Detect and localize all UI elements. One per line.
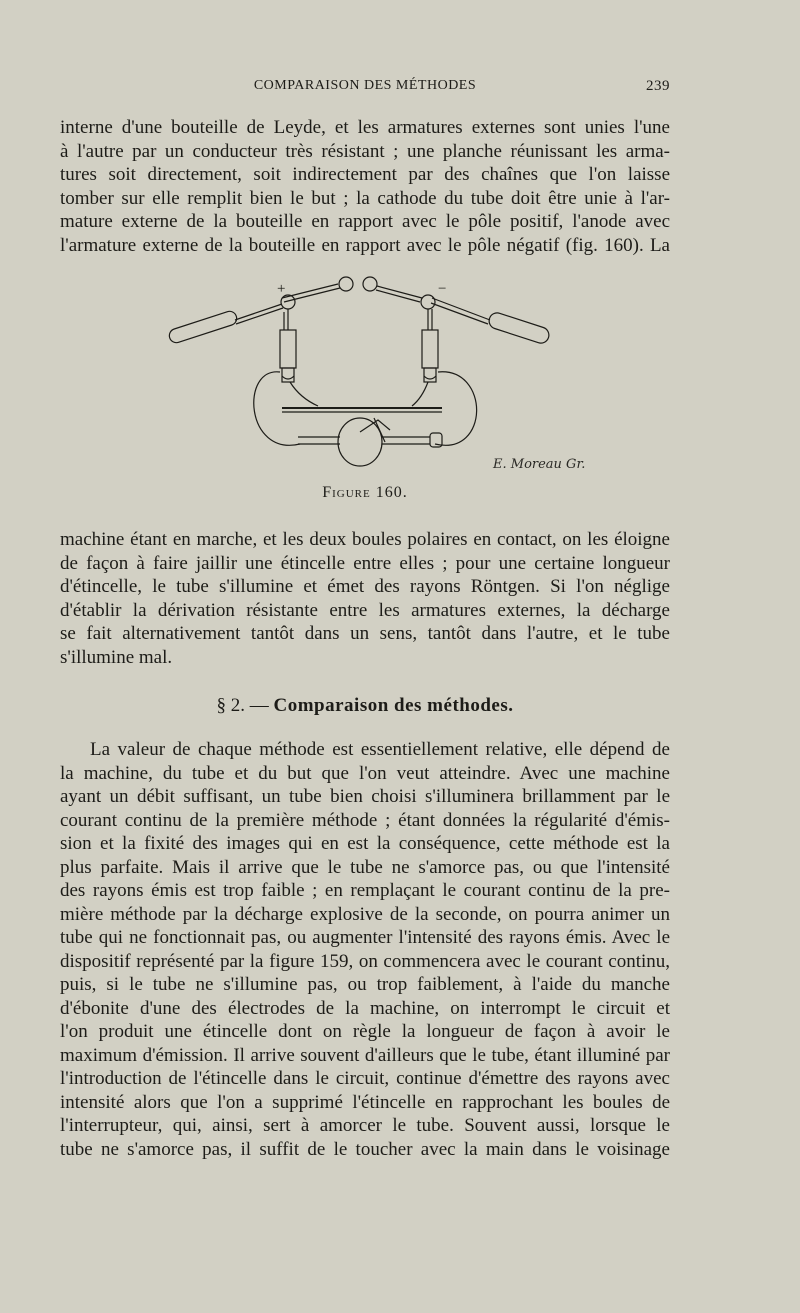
right-handle [487, 311, 551, 345]
text-line: ayant un débit suffisant, un tube bien choisi s'illuminera brillamment par le [60, 786, 670, 807]
text-line: dispositif représenté par la figure 159, on commencera avec le courant continu, [60, 950, 670, 972]
text-line: sion et la fixité des images qui en est la conséquence, cette méthode est la [60, 833, 670, 854]
text-line: des rayons émis est trop faible ; en remplaçant le courant continu de la pre- [60, 880, 670, 901]
figure-caption: Figure 160. [322, 484, 408, 501]
paragraph-2 [60, 528, 670, 669]
right-ball [363, 277, 377, 291]
paragraph-1 [60, 116, 670, 257]
text-line: tomber sur elle remplit bien le but ; la cathode du tube doit être unie à l'ar- [60, 187, 670, 209]
text-line: maximum d'émission. Il arrive souvent d'ailleurs que le tube, étant illuminé par [60, 1044, 670, 1066]
text-line: l'introduction de l'étincelle dans le circuit, continue d'émettre des rayons avec [60, 1068, 670, 1089]
section-heading [60, 695, 670, 717]
electrical-apparatus-drawing [160, 272, 580, 482]
plus-sign: + [277, 281, 286, 297]
section-number: § 2. — [216, 695, 269, 716]
text-line: mature externe de la bouteille en rapport avec le pôle positif, l'anode avec [60, 211, 670, 232]
running-title: COMPARAISON DES MÉTHODES [253, 78, 477, 93]
left-handle [168, 310, 239, 345]
text-line: l'armature externe de la bouteille en rapport avec le pôle négatif (fig. 160). La [60, 234, 670, 256]
page-number: 239 [646, 78, 670, 94]
minus-sign: − [438, 281, 447, 297]
text-line: à l'autre par un conducteur très résistant ; une planche réunissant les arma- [60, 140, 670, 162]
text-line: courant continu de la première méthode ; étant données la régularité d'émis- [60, 809, 670, 831]
text-line: interne d'une bouteille de Leyde, et les armatures externes sont unies l'une [60, 117, 670, 138]
text-line: l'on produit une étincelle dont on règle la longueur de façon à avoir le [60, 1021, 670, 1042]
engraver-signature: E. Moreau Gr. [493, 457, 586, 472]
section-title: Comparaison des méthodes. [273, 695, 514, 716]
text-line: intensité alors que l'on a supprimé l'étincelle en rapprochant les boules de [60, 1091, 670, 1113]
running-head [60, 78, 670, 98]
text-line: de façon à faire jaillir une étincelle entre elles ; pour une certaine longueur [60, 552, 670, 574]
paragraph-3 [60, 738, 670, 1161]
text-line: La valeur de chaque méthode est essentiellement relative, elle dépend de [90, 739, 670, 760]
text-line: d'ébonite d'une des électrodes de la machine, on interrompt le circuit et [60, 997, 670, 1019]
text-line: d'établir la dérivation résistante entre les armatures externes, la décharge [60, 599, 670, 621]
text-line: se fait alternativement tantôt dans un sens, tantôt dans l'autre, et le tube [60, 623, 670, 644]
text-line: la machine, du tube et du but que l'on veut atteindre. Avec une machine [60, 762, 670, 784]
text-line: mière méthode par la décharge explosive de la seconde, on pourra animer un [60, 903, 670, 925]
text-line: tube ne s'amorce pas, il suffit de le toucher avec la main dans le voisinage [60, 1138, 670, 1160]
text-line: machine étant en marche, et les deux boules polaires en contact, on les éloigne [60, 529, 670, 550]
text-line: puis, si le tube ne s'illumine pas, ou trop faiblement, à l'aide du manche [60, 974, 670, 995]
text-line: d'étincelle, le tube s'illumine et émet des rayons Röntgen. Si l'on néglige [60, 576, 670, 597]
figure-160-illustration [160, 272, 580, 482]
text-line: s'illumine mal. [60, 646, 173, 668]
text-line: tures soit directement, soit indirectement par des chaînes que l'on laisse [60, 164, 670, 185]
text-line: l'interrupteur, qui, ainsi, sert à amorcer le tube. Souvent aussi, lorsque le [60, 1115, 670, 1136]
left-ball [339, 277, 353, 291]
text-line: plus parfaite. Mais il arrive que le tube ne s'amorce pas, ou que l'intensité [60, 856, 670, 878]
text-line: tube qui ne fonctionnait pas, ou augmenter l'intensité des rayons émis. Avec le [60, 927, 670, 948]
